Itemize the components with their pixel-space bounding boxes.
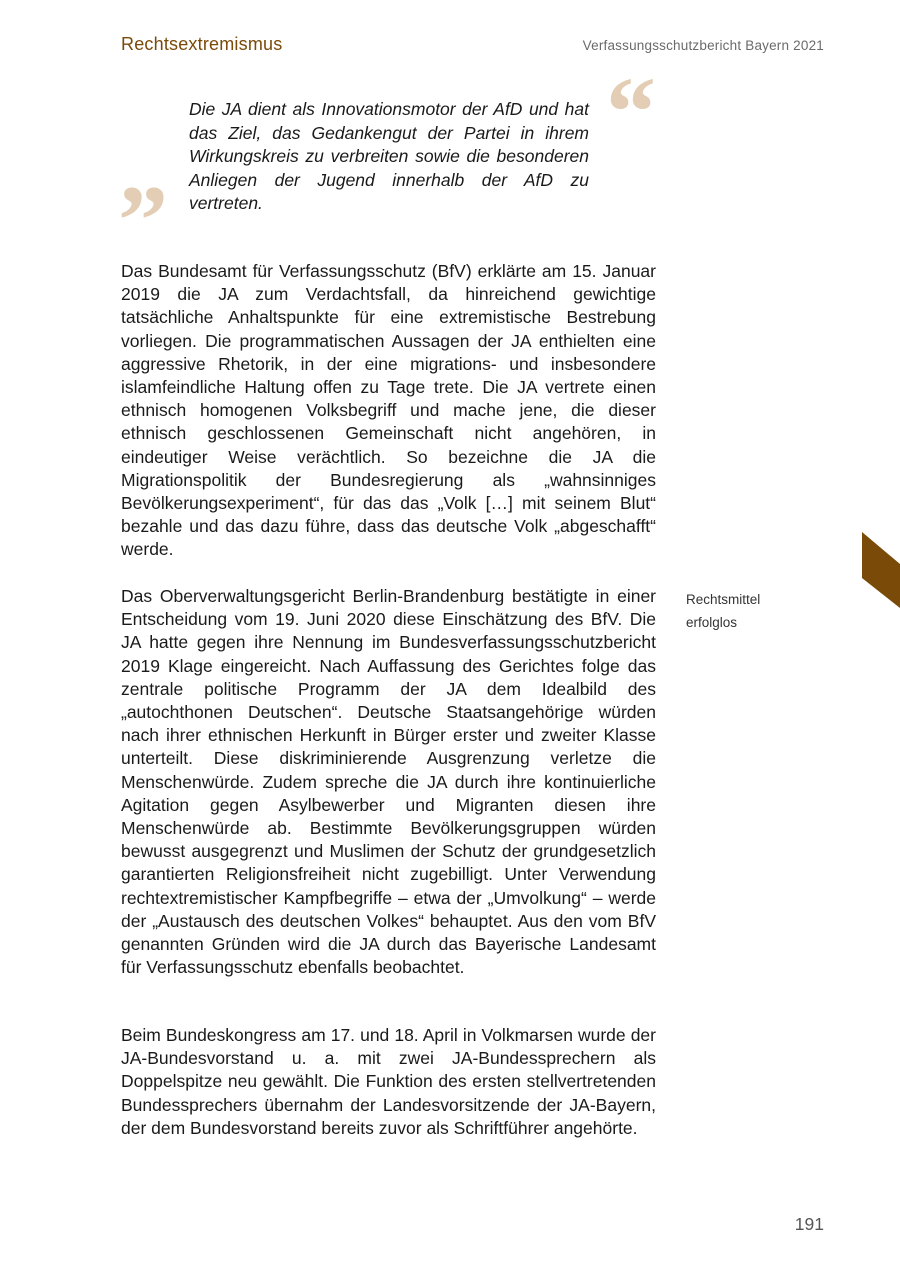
quote-text: Die JA dient als Innovationsmotor der AfD und hat das Ziel, das Gedankengut der Partei in ihrem Wirkungskreis zu verbreiten sowie die besonderen Anliegen der Jugend innerhalb der AfD zu vertreten. (189, 99, 589, 213)
quote-open-mark: “ (606, 56, 656, 167)
margin-note (686, 588, 760, 634)
body-paragraph: Das Oberverwaltungsgericht Berlin-Brandenburg bestätigte in einer Entscheidung vom 19. Juni 2020 diese Einschätzung des BfV. Die JA hatte gegen ihre Nennung im Bundesverfassungsschutzbericht 2019 Klage eingereicht. Nach Auffassung des Gerichtes folge das zentrale politische Programm der JA dem Idealbild des „autochthonen Deutschen“. Deutsche Staatsangehörige würden nach ihrer ethnischen Herkunft in Bürger erster und zweiter Klasse unterteilt. Diese diskriminierende Ausgrenzung verletze die Menschenwürde. Zudem spreche die JA durch ihre kontinuierliche Agitation gegen Asylbewerber und Migranten diesen ihre Menschenwürde ab. Bestimmte Bevölkerungsgruppen würden bewusst ausgegrenzt und Muslimen der Schutz der grundgesetzlich garantierten Religionsfreiheit nicht zugebilligt. Unter Verwendung rechtextremistischer Kampfbegriffe – etwa der „Umvolkung“ – werde der „Austausch des deutschen Volkes“ behauptet. Aus den vom BfV genannten Gründen wird die JA durch das Bayerische Landesamt für Verfassungsschutz ebenfalls beobachtet. (121, 586, 656, 978)
body-paragraph: Das Bundesamt für Verfassungsschutz (BfV) erklärte am 15. Januar 2019 die JA zum Verdachtsfall, da hinreichend gewichtige tatsächliche Anhaltspunkte für eine extremistische Bestrebung vorliegen. Die programmatischen Aussagen der JA enthielten eine aggressive Rhetorik, in der eine migrations- und insbesondere islamfeindliche Haltung offen zu Tage trete. Die JA vertrete einen ethnisch homogenen Volksbegriff und mache jene, die dieser ethnisch geschlossenen Gemeinschaft nicht angehören, in eindeutiger Weise verächtlich. So bezeichne die JA die Migrationspolitik der Bundesregierung als „wahnsinniges Bevölkerungsexperiment“, für das das „Volk […] mit seinem Blut“ bezahle und das dazu führe, dass das deutsche Volk „abgeschafft“ werde. (121, 261, 656, 560)
quote-close-mark: ” (118, 165, 168, 276)
chapter-thumb-tab (862, 532, 900, 608)
margin-note-line: erfolglos (686, 615, 738, 630)
section-title: Rechtsextremismus (121, 34, 283, 54)
running-head: Verfassungsschutzbericht Bayern 2021 (582, 38, 824, 53)
body-paragraph: Beim Bundeskongress am 17. und 18. April in Volkmarsen wurde der JA-Bundesvorstand u. a. mit zwei JA-Bundessprechern als Doppelspitze neu gewählt. Die Funktion des ersten stellvertretenden Bundessprechers übernahm der Landesvorsitzende der JA-Bayern, der dem Bundesvorstand bereits zuvor als Schriftführer angehörte. (121, 1025, 656, 1138)
margin-note-line: Rechtsmittel (686, 592, 761, 607)
page-number: 191 (794, 1214, 824, 1234)
